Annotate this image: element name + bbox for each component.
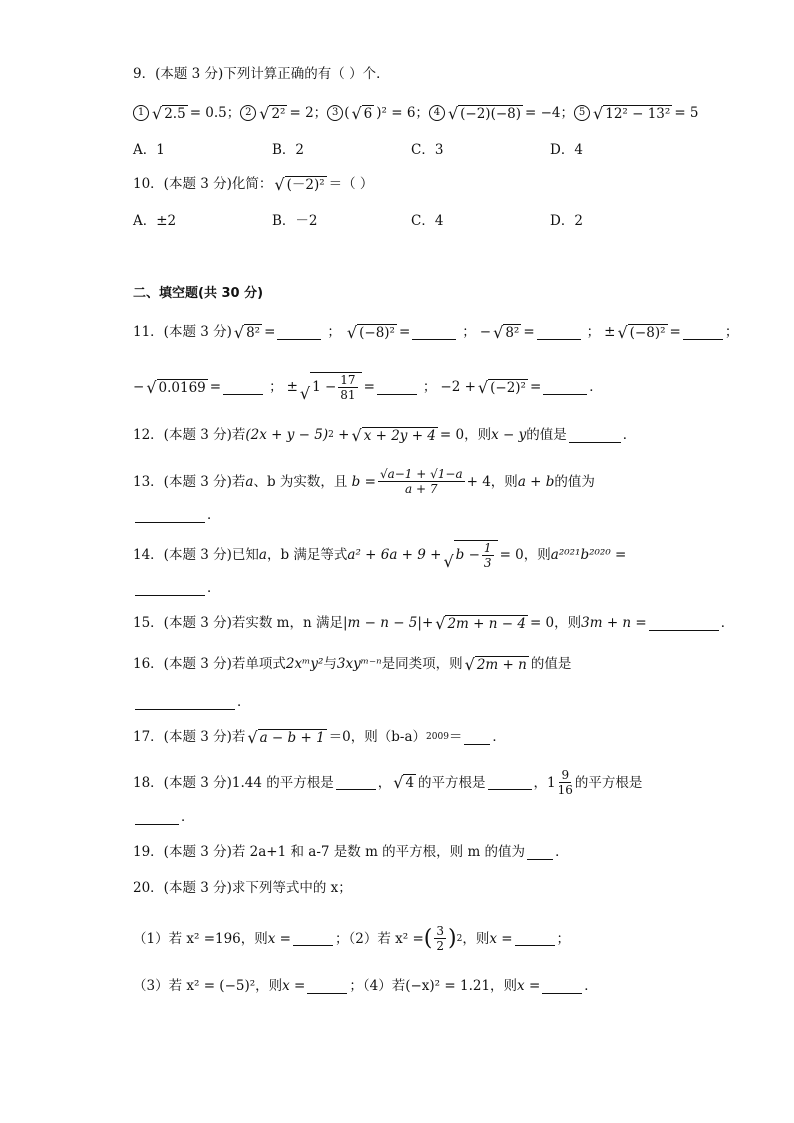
question-16: 16．(本题 3 分)若单项式 2xᵐy² 与 3xyᵐ⁻ⁿ 是同类项，则 √ 2m + n 的值是	[133, 654, 572, 674]
option-a: A．±2	[133, 213, 177, 229]
blank[interactable]	[135, 695, 235, 710]
item-2-rest: = 2；	[289, 105, 328, 121]
paren-open: (	[344, 105, 350, 121]
q13-fraction: $\frac{√a-1 + √1-a}{a + 7}$	[379, 467, 463, 496]
option-a: A．1	[133, 142, 165, 158]
blank[interactable]	[649, 616, 719, 631]
blank[interactable]	[377, 380, 417, 395]
blank[interactable]	[527, 845, 553, 860]
question-10-stem	[133, 174, 373, 194]
blank[interactable]	[307, 979, 347, 994]
blank[interactable]	[543, 380, 587, 395]
q10-sqrt: √ (－2)²	[274, 174, 325, 194]
q11-sqrt-1: √ 8²	[233, 322, 261, 342]
question-20-line-2: （3）若 x² = (−5)²，则 x = ；（4）若(−x)² = 1.21，则 x = ．	[133, 978, 598, 994]
q14-sqrt: √ b − $\frac{1}{3}$	[443, 540, 497, 570]
question-9-items	[133, 103, 699, 123]
blank[interactable]	[135, 810, 179, 825]
q11-sqrt-6: √ 1 − $\frac{17}{81}$	[300, 372, 362, 402]
sqrt-5: √ 12² − 13²	[593, 103, 671, 123]
question-17: 17．(本题 3 分)若 √ a − b + 1 ＝0，则（b-a） 2009 ＝ ．	[133, 727, 506, 747]
blank[interactable]	[515, 931, 555, 946]
question-9-options	[133, 140, 689, 160]
question-11-line-2: − √ 0.0169 = ； ± √ 1 − $\frac{17}{81}$ = ； −2 + √ (−2)² = ．	[133, 373, 603, 403]
q16-sqrt: √ 2m + n	[464, 654, 527, 674]
q18-sqrt: √ 4	[393, 773, 415, 792]
q11-sqrt-2: √ (−8)²	[346, 322, 395, 342]
sqrt-3: √ 6	[351, 103, 373, 123]
blank[interactable]	[683, 325, 723, 340]
question-14-answer: ．	[133, 578, 221, 598]
question-12: 12．(本题 3 分)若 (2x + y − 5) 2 + √ x + 2y + 4 = 0，则 x − y 的值是 ．	[133, 425, 637, 445]
q10-prefix: 10．(本题 3 分)化简：	[133, 176, 273, 192]
q18-fraction: $\frac{9}{16}$	[557, 768, 573, 797]
blank[interactable]	[135, 581, 205, 596]
blank[interactable]	[488, 775, 532, 790]
question-10-options	[133, 211, 689, 231]
question-16-answer: ．	[133, 692, 251, 712]
question-15: 15．(本题 3 分)若实数 m，n 满足 |m − n − 5| + √ 2m + n − 4 = 0，则 3m + n = ．	[133, 613, 735, 633]
circled-2: 2	[240, 105, 256, 121]
question-19: 19．(本题 3 分)若 2a+1 和 a-7 是数 m 的平方根，则 m 的值为 ．	[133, 844, 569, 860]
question-13-answer: ．	[133, 505, 221, 525]
blank[interactable]	[412, 325, 456, 340]
option-d: D．4	[550, 142, 583, 158]
sqrt-4: √ (−2)(−8)	[447, 103, 522, 123]
question-11-line-1: 11．(本题 3 分) √ 8² = ； √ (−8)² = ； − √ 8² = ； ± √ (−8)² = ；	[133, 322, 739, 342]
option-c: C．4	[411, 213, 444, 229]
q11-prefix: 11．(本题 3 分)	[133, 324, 232, 340]
q20-fraction: $\frac{3}{2}$	[436, 924, 444, 953]
q11-sqrt-4: √ (−8)²	[617, 322, 666, 342]
q11-sqrt-5: √ 0.0169	[146, 377, 206, 397]
item-5-rest: = 5	[674, 105, 699, 121]
item-3-rest: )² = 6；	[376, 105, 429, 121]
option-d: D．2	[550, 213, 583, 229]
question-20-stem: 20．(本题 3 分)求下列等式中的 x；	[133, 880, 352, 896]
option-b: B．－2	[272, 213, 318, 229]
option-c: C．3	[411, 142, 444, 158]
item-1-rest: = 0.5；	[189, 105, 241, 121]
item-4-rest: = −4；	[525, 105, 575, 121]
question-9-stem: 9．(本题 3 分)下列计算正确的有（ ）个．	[133, 66, 390, 82]
circled-1: 1	[133, 105, 149, 121]
section-heading: 二、填空题(共 30 分)	[133, 286, 264, 301]
sqrt-2: √ 2²	[259, 103, 286, 123]
circled-5: 5	[574, 105, 590, 121]
blank[interactable]	[277, 325, 321, 340]
blank[interactable]	[569, 428, 621, 443]
question-18: 18．(本题 3 分)1.44 的平方根是 ， √ 4 的平方根是 ，1 $\frac{9}{16}$ 的平方根是	[133, 768, 643, 797]
q10-suffix: ＝（ ）	[328, 176, 374, 192]
circled-3: 3	[327, 105, 343, 121]
q17-sqrt: √ a − b + 1	[247, 727, 325, 747]
blank[interactable]	[464, 730, 490, 745]
circled-4: 4	[429, 105, 445, 121]
q12-sqrt: √ x + 2y + 4	[351, 425, 436, 445]
q11-sqrt-3: √ 8²	[493, 322, 520, 342]
q15-sqrt: √ 2m + n − 4	[435, 613, 526, 633]
option-b: B．2	[272, 142, 305, 158]
q20-paren-open: (	[423, 925, 433, 951]
q20-paren-close: )	[448, 925, 457, 951]
q11-sqrt-7: √ (−2)²	[477, 377, 526, 397]
question-20-line-1: （1）若 x² =196，则 x = ；（2）若 x² = ( $\frac{3}{2}$ ) 2 ，则 x = ；	[133, 924, 571, 953]
question-18-answer: ．	[133, 807, 195, 827]
blank[interactable]	[336, 775, 376, 790]
blank[interactable]	[542, 979, 582, 994]
question-14: 14．(本题 3 分)已知 a ，b 满足等式 a² + 6a + 9 + √ b − $\frac{1}{3}$ = 0，则 a²⁰²¹b²⁰²⁰ =	[133, 541, 627, 571]
blank[interactable]	[537, 325, 581, 340]
sqrt-1: √ 2.5	[152, 103, 186, 123]
blank[interactable]	[135, 508, 205, 523]
blank[interactable]	[293, 931, 333, 946]
question-13: 13．(本题 3 分)若 a 、b 为实数，且 b = $\frac{√a-1 + √1-a}{a + 7}$ + 4，则 a + b 的值为	[133, 467, 595, 496]
blank[interactable]	[223, 380, 263, 395]
